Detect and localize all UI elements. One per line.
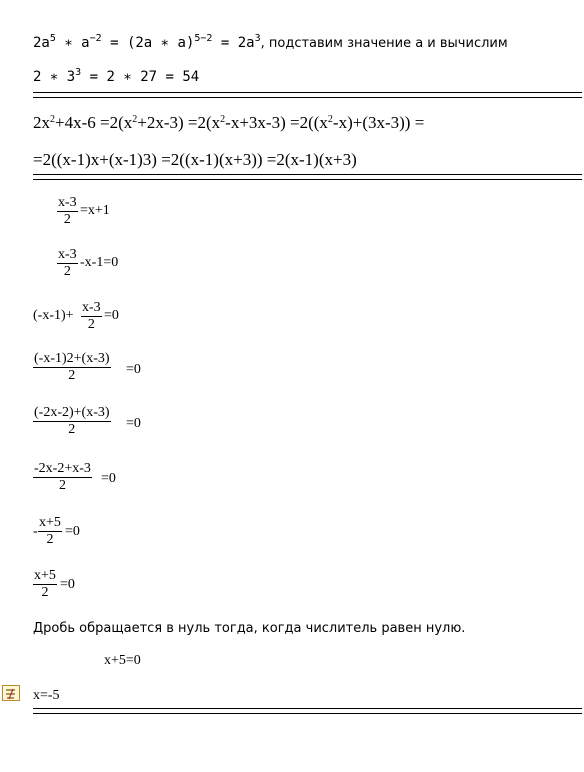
fraction: $\frac{x+5}{2}$ xyxy=(39,515,61,547)
equation-rest: =0 xyxy=(60,577,75,592)
equation-rest: =0 xyxy=(126,362,141,377)
answer-line: x=-5 xyxy=(33,688,60,703)
equation-prefix: - xyxy=(33,524,38,539)
fraction: $\frac{-2x-2+x-3}{2}$ xyxy=(34,461,91,493)
equation-prefix: (-x-1)+ xyxy=(33,308,74,323)
equation-rest: =0 xyxy=(104,308,119,323)
fraction: $\frac{x-3}{2}$ xyxy=(58,195,77,227)
explanation-text: Дробь обращается в нуль тогда, когда числитель равен нулю. xyxy=(33,621,466,636)
equation-rest: -x-1=0 xyxy=(80,255,119,270)
equation-rest: =0 xyxy=(65,524,80,539)
fraction: $\frac{x-3}{2}$ xyxy=(82,300,101,332)
equation-line: x+5=0 xyxy=(104,653,141,668)
equation-editor-icon[interactable] xyxy=(2,685,20,701)
section-divider xyxy=(33,92,582,98)
power-expression-line: $2a^5$ ∗ $a^{-2} = (2a$ ∗ $a)^{5-2} = 2a^3$, подставим значение а и вычислим xyxy=(33,33,508,51)
factorization-line-2: =2((x-1)x+(x-1)3) =2((x-1)(x+3)) =2(x-1)(x+3) xyxy=(33,150,357,169)
fraction: $\frac{(-x-1)2+(x-3)}{2}$ xyxy=(34,351,110,383)
equation-rest: =0 xyxy=(126,416,141,431)
fraction: $\frac{x-3}{2}$ xyxy=(58,247,77,279)
factorization-line-1: $2x^2+4x-6 =2(x^2+2x-3) =2(x^2-x+3x-3) =2((x^2-x)+(3x-3))$ = xyxy=(33,113,425,132)
section-divider xyxy=(33,708,582,714)
equation-rest: =0 xyxy=(101,471,116,486)
fraction: $\frac{x+5}{2}$ xyxy=(34,568,56,600)
fraction: $\frac{(-2x-2)+(x-3)}{2}$ xyxy=(34,405,110,437)
substitution-line: 2 ∗ $3^3 = 2$ ∗ 27 = 54 xyxy=(33,67,200,85)
equation-rest: =x+1 xyxy=(80,203,110,218)
section-divider xyxy=(33,174,582,180)
equation-glyph-icon xyxy=(3,687,19,701)
